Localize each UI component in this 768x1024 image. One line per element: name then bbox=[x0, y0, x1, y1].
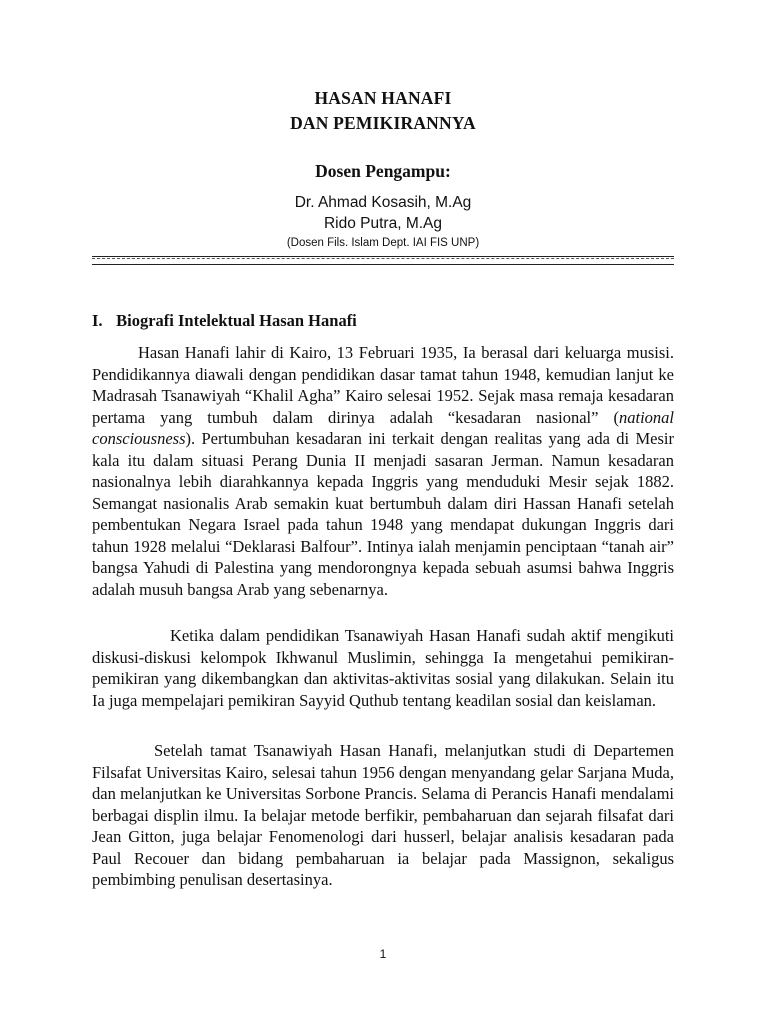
paragraph-1-text-a: Hasan Hanafi lahir di Kairo, 13 Februari 1935, Ia berasal dari keluarga musisi. Pendidikannya diawali dengan pendidikan dasar tamat tahun 1948, kemudian lanjut ke Madrasah Tsanawiyah “Khalil Agha” Kairo selesai 1952. Sejak masa remaja kesadaran pertama yang tumbuh dalam dirinya adalah “kesadaran nasional” ( bbox=[92, 343, 674, 427]
section-heading bbox=[92, 311, 357, 331]
paragraph-1-italic-term: national consciousness bbox=[92, 407, 674, 448]
lecturer-name-2: Rido Putra, M.Ag bbox=[323, 215, 443, 232]
paragraph-2: Ketika dalam pendidikan Tsanawiyah Hasan Hanafi sudah aktif mengikuti diskusi-diskusi kelompok Ikhwanul Muslimin, sehingga Ia mengetahui pemikiran-pemikiran yang dikembangkan dan aktivitas-aktivitas sosial yang dilakukan. Selain itu Ia juga mempelajari pemikiran Sayyid Quthub tentang keadilan sosial dan keislaman. bbox=[92, 626, 674, 710]
document-title bbox=[92, 86, 674, 136]
title-line-1: HASAN HANAFI bbox=[314, 88, 452, 108]
section-title: Biografi Intelektual Hasan Hanafi bbox=[116, 311, 357, 330]
department-note: (Dosen Fils. Islam Dept. IAI FIS UNP) bbox=[286, 237, 480, 249]
lecturer-label: Dosen Pengampu: bbox=[315, 161, 451, 181]
paragraph-3: Setelah tamat Tsanawiyah Hasan Hanafi, melanjutkan studi di Departemen Filsafat Universitas Kairo, selesai tahun 1956 dengan menyandang gelar Sarjana Muda, dan melanjutkan ke Universitas Sorbone Prancis. Selama di Perancis Hanafi mendalami berbagai displin ilmu. Ia belajar metode berfikir, pembaharuan dan sejarah filsafat dari Jean Gitton, juga belajar Fenomenologi dari husserl, belajar analisis kesadaran pada Paul Recouer dan bidang pembaharuan ia belajar pada Massignon, sekaligus pembimbing penulisan desertasinya. bbox=[92, 741, 674, 889]
title-line-2: DAN PEMIKIRANNYA bbox=[290, 113, 476, 133]
paragraph-1 bbox=[92, 342, 674, 600]
page-number: 1 bbox=[379, 947, 387, 961]
section-number: I. bbox=[92, 311, 103, 330]
paragraph-1-text-b: ). Pertumbuhan kesadaran ini terkait dengan realitas yang ada di Mesir kala itu dalam situasi Perang Dunia II menjadi sasaran Jerman. Namun kesadaran nasionalnya lebih diarahkannya kepada Inggris yang menduduki Mesir sejak 1882. Semangat nasionalis Arab semakin kuat bertumbuh dalam diri Hassan Hanafi setelah pembentukan Negara Israel pada tahun 1948 yang mendapat dukungan Inggris dari tahun 1928 melalui “Deklarasi Balfour”. Intinya ialah menjamin penciptaan “tanah air” bangsa Yahudi di Palestina yang mendorongnya kepada sebuah asumsi bahwa Inggris adalah musuh bangsa Arab yang sebenarnya. bbox=[92, 429, 674, 599]
double-rule-divider bbox=[92, 256, 674, 265]
lecturer-name-1: Dr. Ahmad Kosasih, M.Ag bbox=[294, 194, 472, 211]
document-page bbox=[92, 0, 674, 1024]
